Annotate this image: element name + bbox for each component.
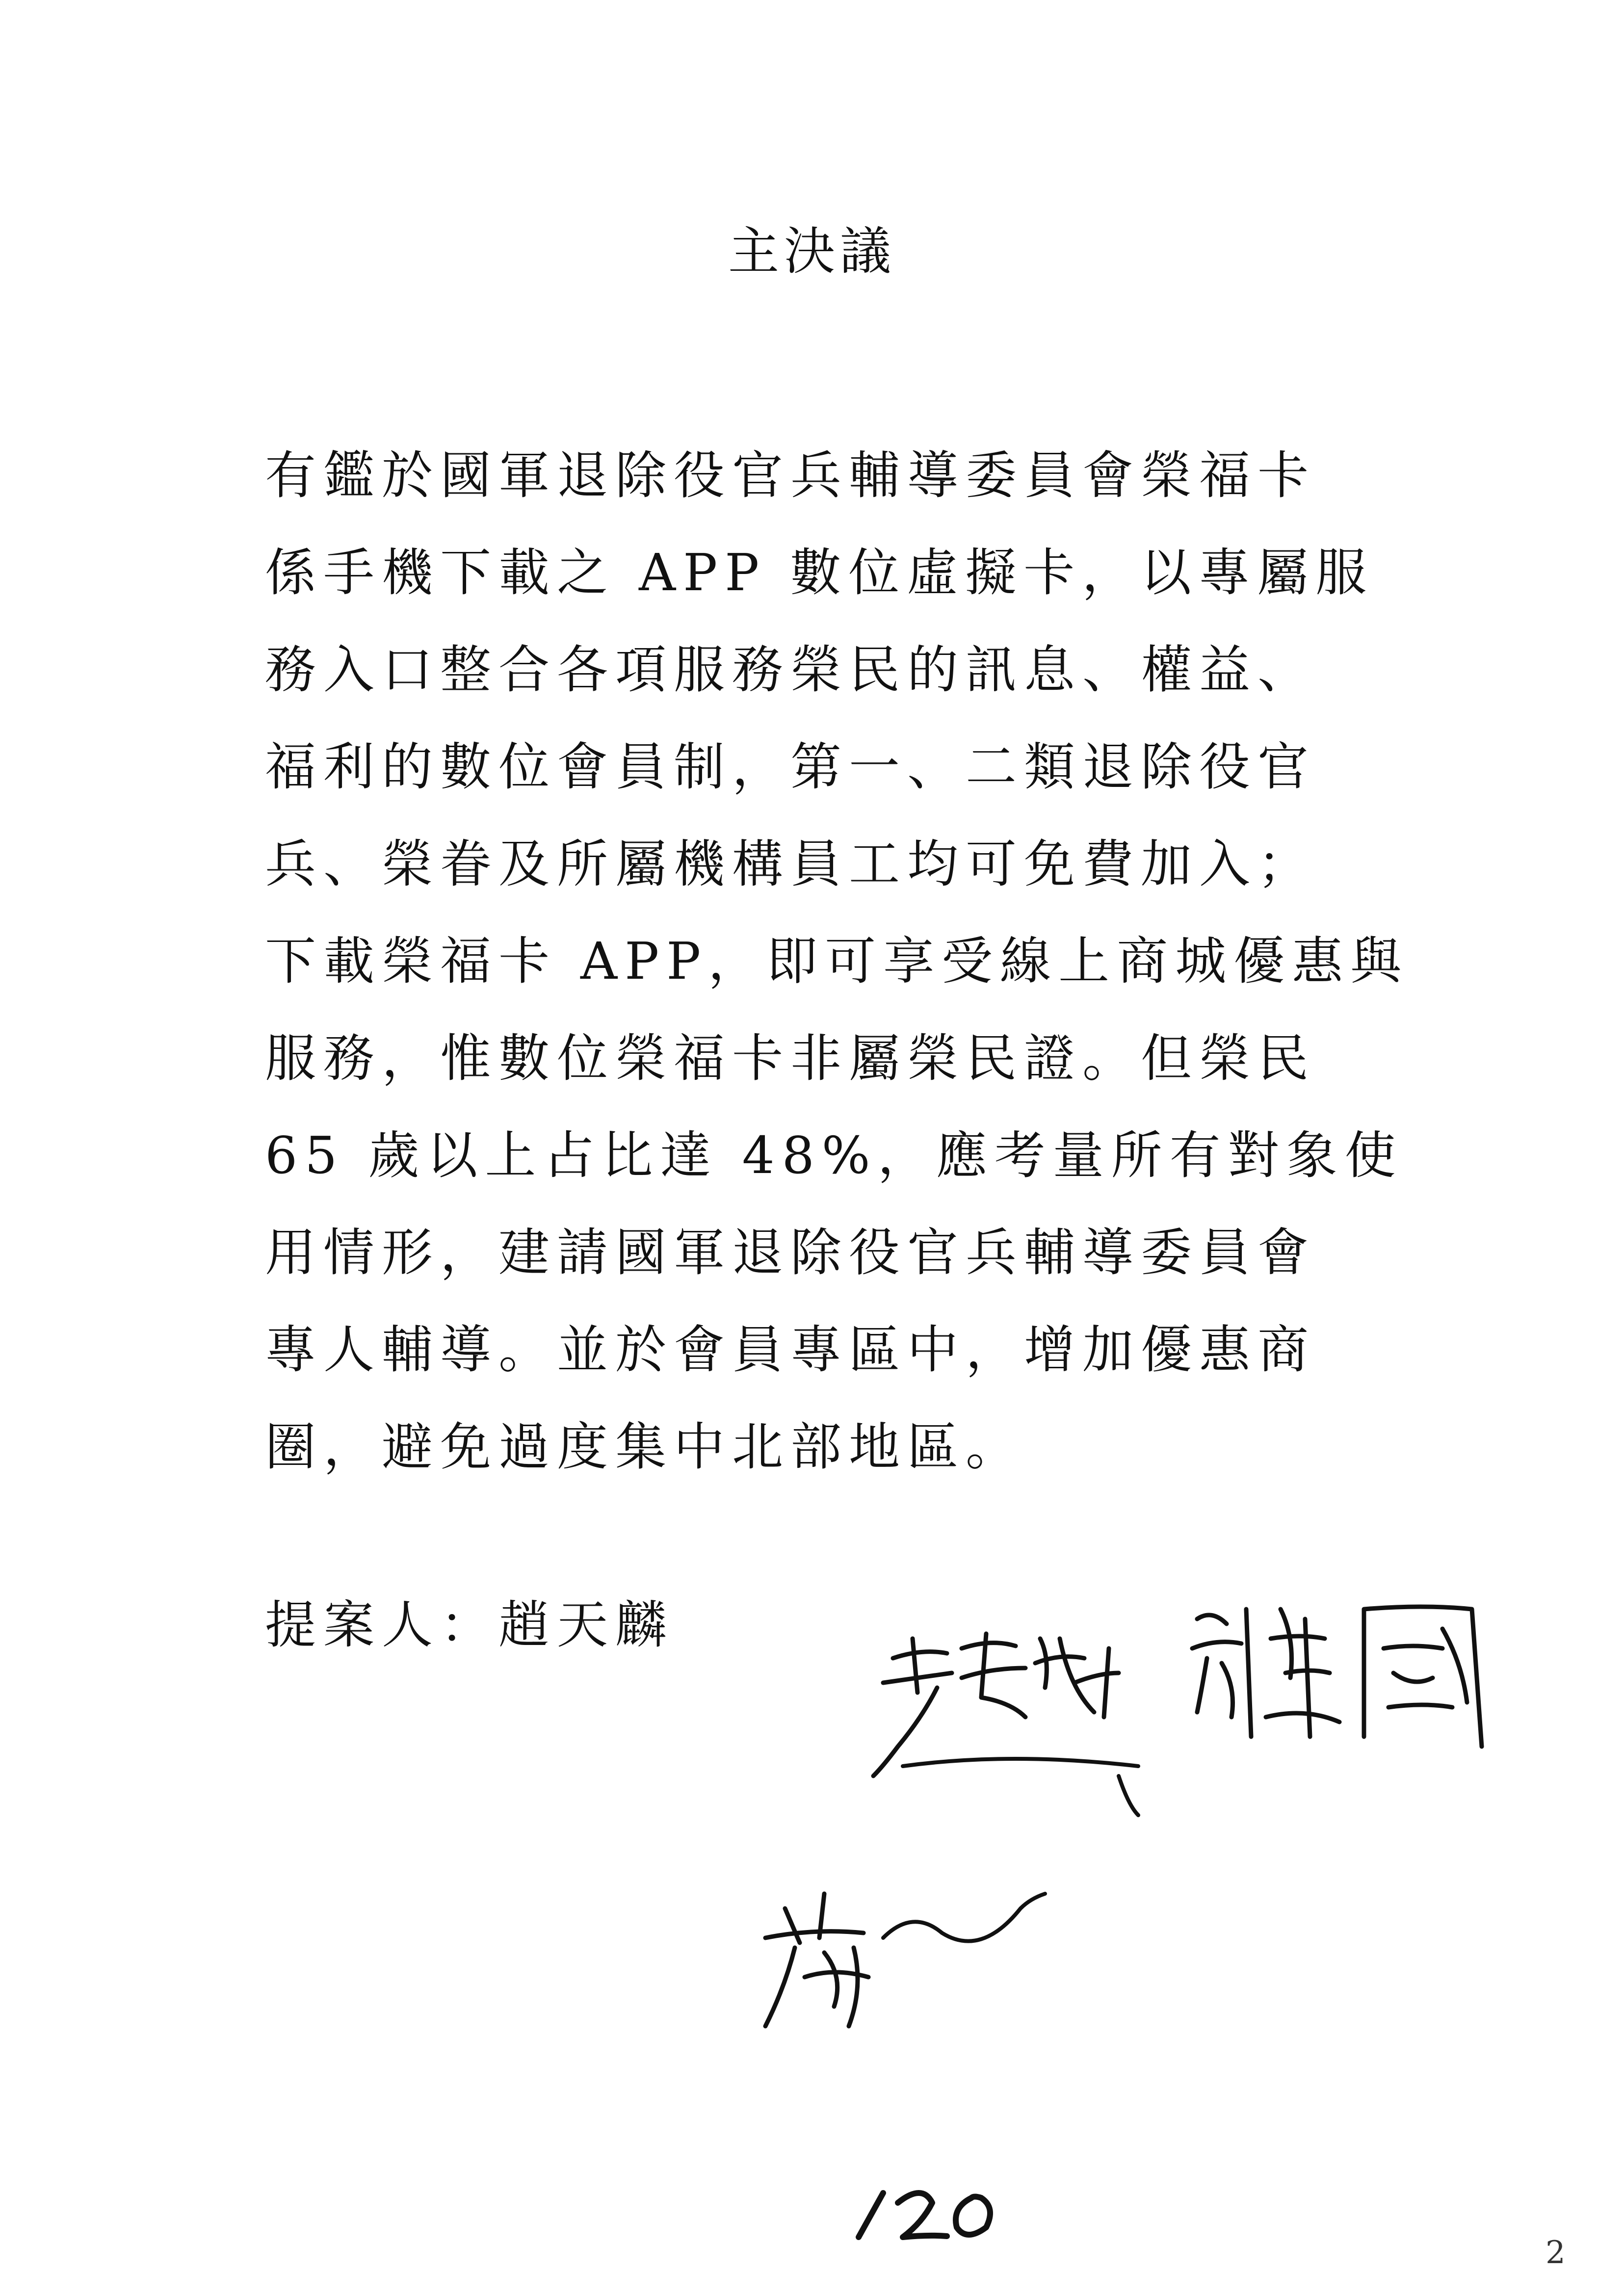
body-line: 福利的數位會員制，第一、二類退除役官 bbox=[265, 737, 1316, 797]
body-line: 係手機下載之 APP 數位虛擬卡，以專屬服 bbox=[265, 543, 1374, 602]
body-line: 下載榮福卡 APP，即可享受線上商城優惠與 bbox=[265, 931, 1409, 991]
document-title: 主決議 bbox=[728, 221, 896, 281]
signature-tsai bbox=[756, 1879, 1060, 2041]
handwritten-page-number bbox=[849, 2178, 1006, 2247]
signature-liu bbox=[1178, 1590, 1521, 1766]
signature-zhao bbox=[864, 1619, 1168, 1825]
page-number: 2 bbox=[1545, 2235, 1566, 2271]
body-line: 65 歲以上占比達 48%，應考量所有對象使 bbox=[265, 1125, 1403, 1185]
body-line: 兵、榮眷及所屬機構員工均可免費加入； bbox=[265, 834, 1316, 894]
body-line: 有鑑於國軍退除役官兵輔導委員會榮福卡 bbox=[265, 445, 1316, 505]
body-line: 用情形，建請國軍退除役官兵輔導委員會 bbox=[265, 1223, 1316, 1282]
body-line: 服務，惟數位榮福卡非屬榮民證。但榮民 bbox=[265, 1028, 1316, 1088]
body-line: 圈，避免過度集中北部地區。 bbox=[265, 1417, 1024, 1477]
body-line: 專人輔導。並於會員專區中，增加優惠商 bbox=[265, 1320, 1316, 1380]
proposer-label: 提案人：趙天麟 bbox=[265, 1595, 674, 1655]
body-line: 務入口整合各項服務榮民的訊息、權益、 bbox=[265, 640, 1316, 700]
resolution-body bbox=[265, 427, 1409, 1495]
